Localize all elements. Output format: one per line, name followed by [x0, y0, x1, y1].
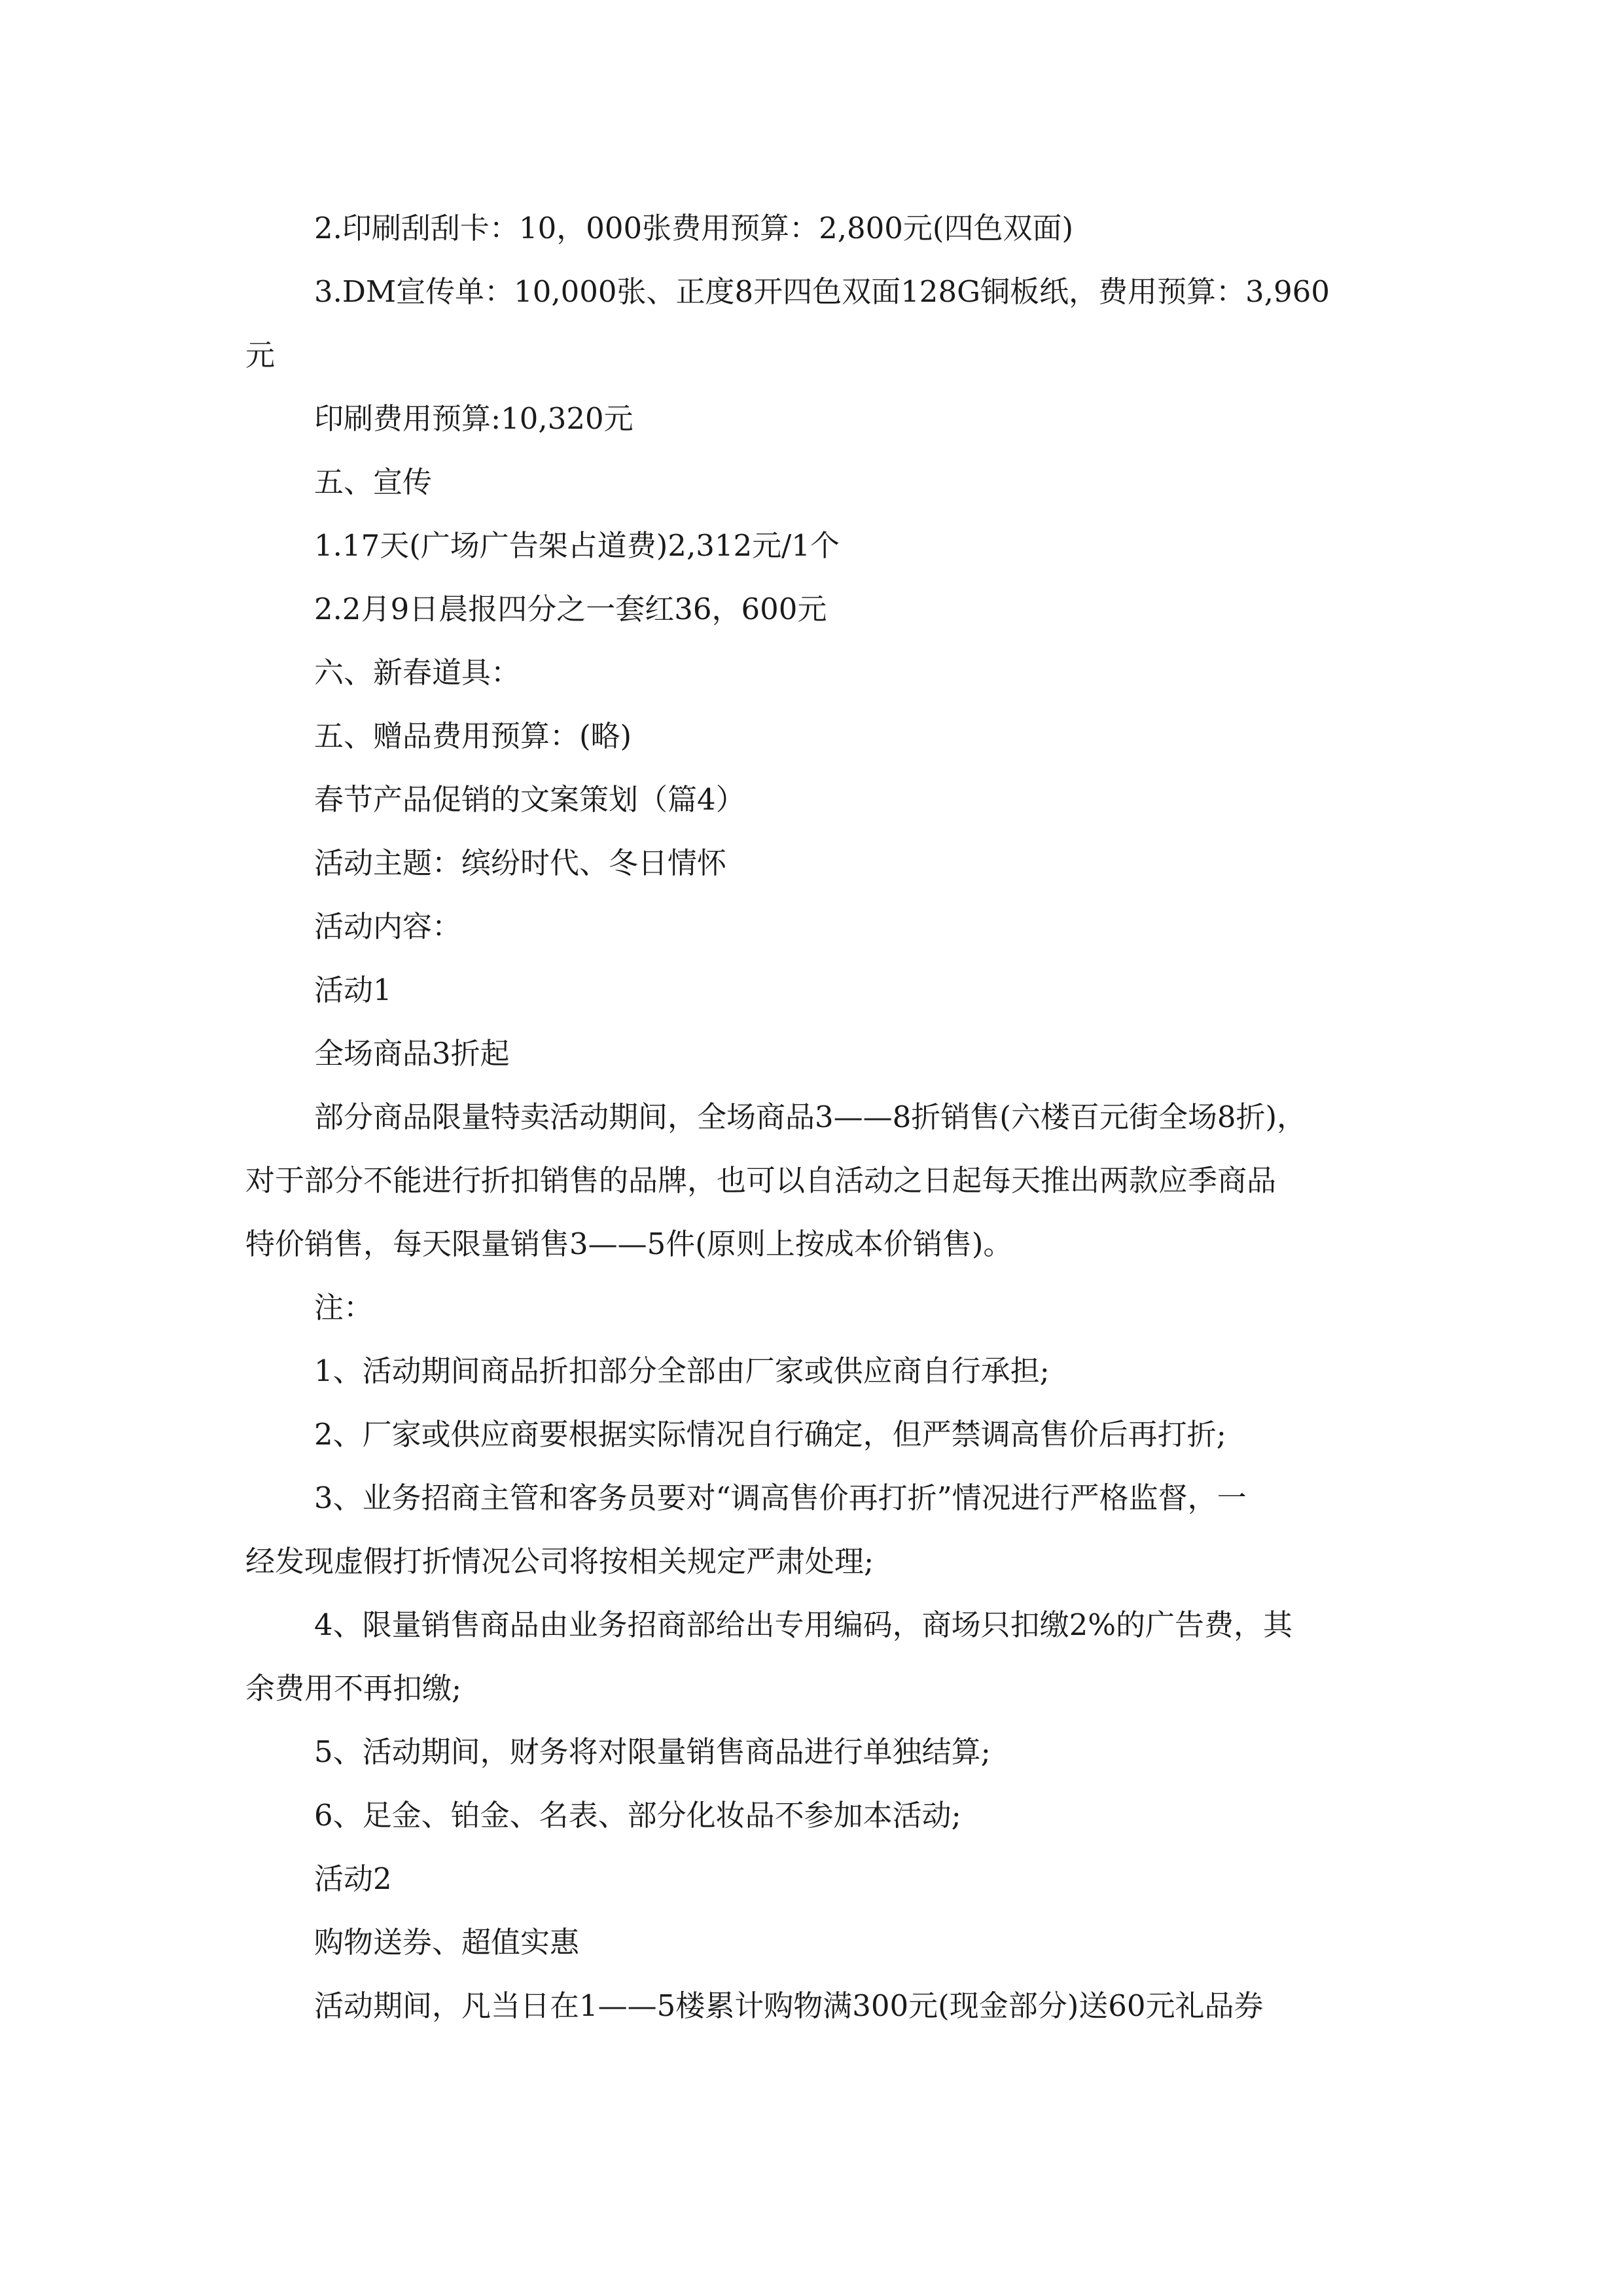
document-body: [245, 196, 1381, 2037]
text-line: 活动期间，凡当日在1——5楼累计购物满300元(现金部分)送60元礼品券: [314, 1988, 1264, 2023]
activity-1-subtitle: [245, 1022, 1381, 1085]
text-line: 活动主题：缤纷时代、冬日情怀: [314, 846, 727, 880]
text-line: 2.2月9日晨报四分之一套红36，600元: [314, 592, 827, 626]
note-heading: [245, 1276, 1381, 1339]
paragraph-theme: [245, 831, 1381, 895]
section-heading-publicity: [245, 450, 1381, 514]
activity-2-subtitle: [245, 1910, 1381, 1974]
text-line: 1、活动期间商品折扣部分全部由厂家或供应商自行承担;: [314, 1354, 1050, 1388]
note-item-6: [245, 1784, 1381, 1847]
text-line: 春节产品促销的文案策划（篇4）: [314, 782, 745, 817]
text-line: 1.17天(广场广告架占道费)2,312元/1个: [314, 528, 840, 563]
text-line: 5、活动期间，财务将对限量销售商品进行单独结算;: [314, 1734, 991, 1769]
text-line: 五、赠品费用预算：(略): [314, 719, 632, 753]
paragraph-printing-budget: [245, 387, 1381, 450]
paragraph-dm-flyers: [245, 260, 1381, 323]
text-line: 部分商品限量特卖活动期间，全场商品3——8折销售(六楼百元街全场8折)，: [314, 1100, 1307, 1134]
text-line: 6、足金、铂金、名表、部分化妆品不参加本活动;: [314, 1798, 961, 1833]
text-line: 特价销售，每天限量销售3——5件(原则上按成本价销售)。: [245, 1227, 1013, 1261]
paragraph-morning-paper-ad: [245, 577, 1381, 641]
activity-1-heading: [245, 958, 1381, 1022]
text-line: 全场商品3折起: [314, 1036, 510, 1071]
paragraph-limited-sale-line2: [245, 1149, 1381, 1212]
text-line: 注：: [314, 1290, 374, 1325]
text-line: 印刷费用预算:10,320元: [314, 401, 633, 436]
section-heading-gift-budget: [245, 704, 1381, 768]
paragraph-printing-scratch-cards: [245, 196, 1381, 260]
paragraph-dm-flyers-continued: [245, 323, 1381, 387]
text-line: 3、业务招商主管和客务员要对“调高售价再打折”情况进行严格监督，一: [314, 1480, 1247, 1515]
text-line: 活动2: [314, 1861, 392, 1896]
paragraph-plaza-ad-fee: [245, 514, 1381, 577]
paragraph-voucher-offer: [245, 1974, 1381, 2037]
note-item-4: [245, 1593, 1381, 1657]
section-heading-props: [245, 641, 1381, 704]
text-line: 3.DM宣传单：10,000张、正度8开四色双面128G铜板纸，费用预算：3,960: [314, 274, 1330, 309]
text-line: 经发现虚假打折情况公司将按相关规定严肃处理;: [245, 1544, 874, 1579]
note-item-4-continued: [245, 1657, 1381, 1720]
text-line: 购物送券、超值实惠: [314, 1925, 580, 1960]
text-line: 六、新春道具：: [314, 655, 521, 690]
text-line: 活动1: [314, 973, 392, 1007]
text-line: 2.印刷刮刮卡：10，000张费用预算：2,800元(四色双面): [314, 211, 1074, 245]
text-line: 活动内容：: [314, 909, 462, 944]
note-item-5: [245, 1720, 1381, 1784]
paragraph-limited-sale-line3: [245, 1212, 1381, 1276]
note-item-1: [245, 1339, 1381, 1403]
paragraph-limited-sale: [245, 1085, 1381, 1149]
article-title: [245, 768, 1381, 831]
text-line: 2、厂家或供应商要根据实际情况自行确定，但严禁调高售价后再打折;: [314, 1417, 1226, 1452]
note-item-3: [245, 1466, 1381, 1530]
text-line: 对于部分不能进行折扣销售的品牌，也可以自活动之日起每天推出两款应季商品: [245, 1163, 1277, 1198]
text-line: 余费用不再扣缴;: [245, 1671, 462, 1706]
text-line: 五、宣传: [314, 465, 433, 499]
activity-2-heading: [245, 1847, 1381, 1910]
text-line: 元: [245, 338, 276, 372]
note-item-2: [245, 1403, 1381, 1466]
paragraph-activity-content: [245, 895, 1381, 958]
text-line: 4、限量销售商品由业务招商部给出专用编码，商场只扣缴2%的广告费，其: [314, 1607, 1293, 1642]
note-item-3-continued: [245, 1530, 1381, 1593]
